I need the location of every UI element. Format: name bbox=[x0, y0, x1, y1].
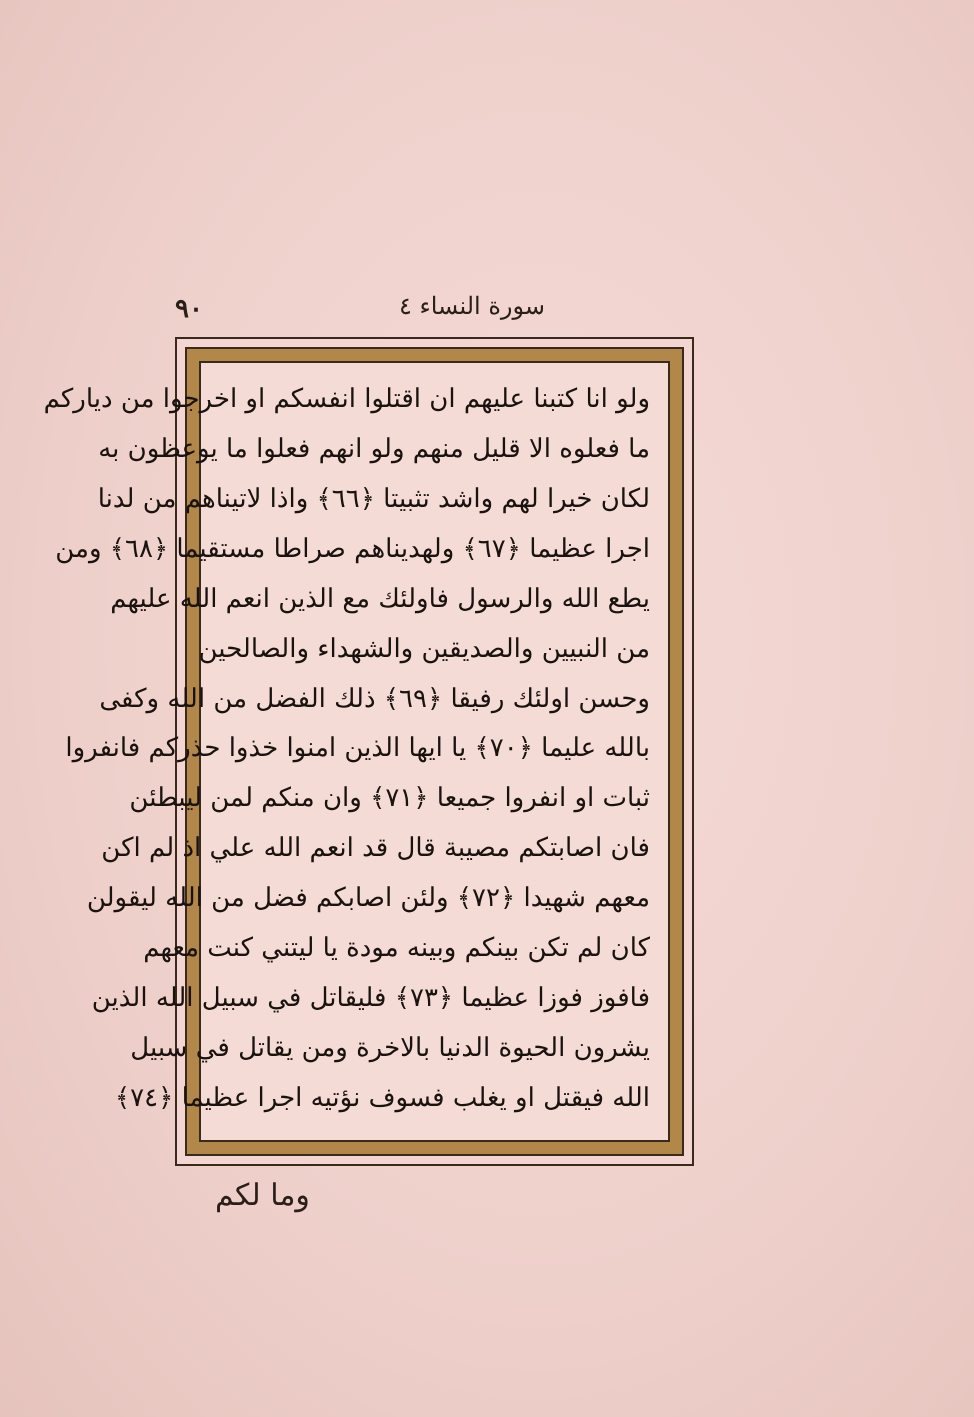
page-frame bbox=[43, 337, 694, 1166]
text-panel bbox=[43, 361, 670, 1142]
verse-line-14: يشرون الحيوة الدنيا بالاخرة ومن يقاتل في سبيل bbox=[130, 1032, 650, 1063]
verse-line-3: لكان خيرا لهم واشد تثبيتا ﴿٦٦﴾ واذا لاتيناهم من لدنا bbox=[97, 483, 650, 514]
gold-border bbox=[43, 347, 684, 1156]
verse-line-4: اجرا عظيما ﴿٦٧﴾ ولهديناهم صراطا مستقيما ﴿٦٨﴾ ومن bbox=[55, 533, 650, 564]
page-header bbox=[175, 292, 695, 332]
page-number: ٩٠ bbox=[175, 294, 203, 324]
verse-line-12: كان لم تكن بينكم وبينه مودة يا ليتني كنت معهم bbox=[143, 933, 650, 964]
verse-line-6: من النبيين والصديقين والشهداء والصالحين bbox=[198, 633, 650, 664]
verse-line-8: بالله عليما ﴿٧٠﴾ يا ايها الذين امنوا خذوا حذركم فانفروا bbox=[65, 733, 650, 764]
verse-line-13: فافوز فوزا عظيما ﴿٧٣﴾ فليقاتل في سبيل الله الذين bbox=[91, 983, 650, 1014]
surah-title: سورة النساء ٤ bbox=[398, 292, 545, 320]
verse-line-1: ولو انا كتبنا عليهم ان اقتلوا انفسكم او اخرجوا من دياركم bbox=[43, 384, 650, 414]
verse-block bbox=[43, 377, 650, 1120]
verse-line-10: فان اصابتكم مصيبة قال قد انعم الله علي اذ لم اكن bbox=[101, 833, 650, 864]
verse-line-9: ثبات او انفروا جميعا ﴿٧١﴾ وان منكم لمن ليبطئن bbox=[129, 783, 650, 814]
verse-line-2: ما فعلوه الا قليل منهم ولو انهم فعلوا ما يوعظون به bbox=[98, 433, 650, 464]
verse-line-11: معهم شهيدا ﴿٧٢﴾ ولئن اصابكم فضل من الله ليقولن bbox=[86, 883, 650, 914]
verse-line-5: يطع الله والرسول فاولئك مع الذين انعم الله عليهم bbox=[110, 583, 650, 614]
verse-line-7: وحسن اولئك رفيقا ﴿٦٩﴾ ذلك الفضل من الله وكفى bbox=[99, 683, 650, 714]
catchword: وما لكم bbox=[215, 1178, 310, 1213]
verse-line-15: الله فيقتل او يغلب فسوف نؤتيه اجرا عظيما ﴿٧٤﴾ bbox=[114, 1082, 650, 1113]
